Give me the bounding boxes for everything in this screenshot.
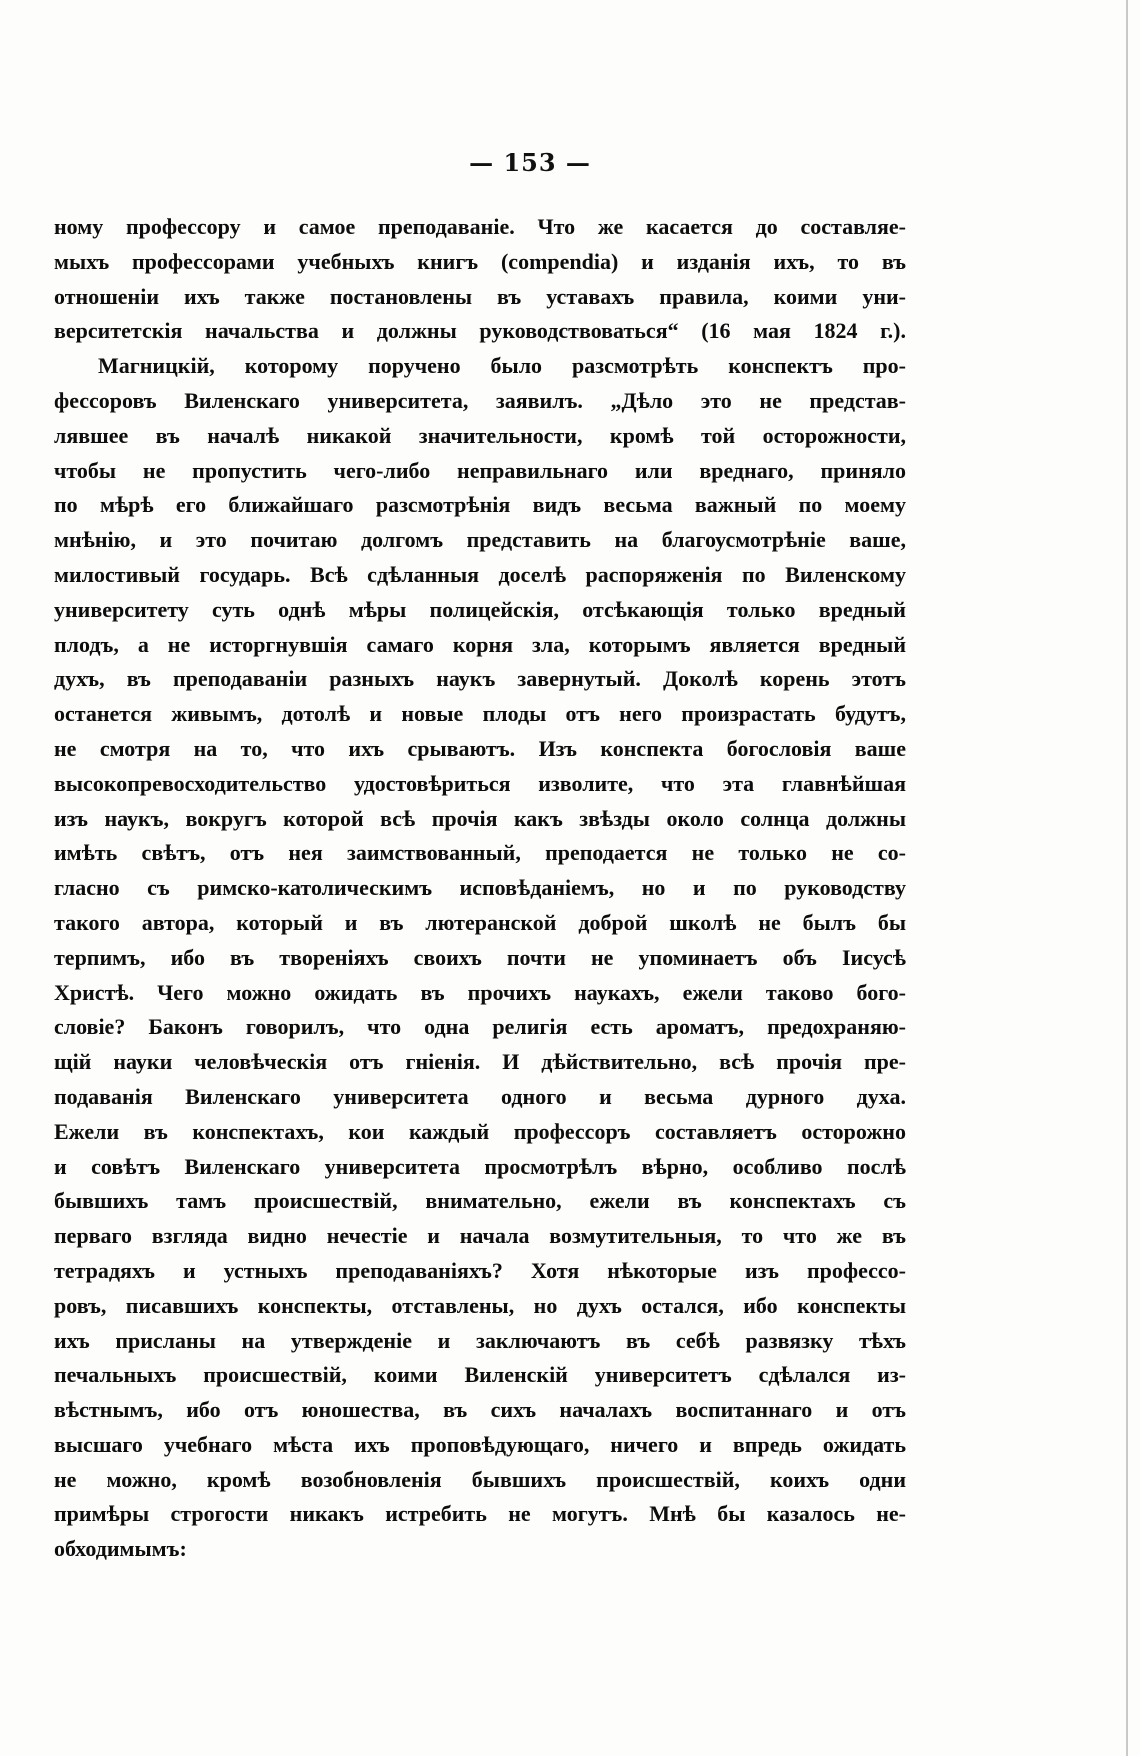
text-line-9: по мѣрѣ его ближайшаго разсмотрѣнія видъ весьма важный по моему	[54, 492, 906, 518]
text-line-26: подаванія Виленскаго университета одного и весьма дурного духа.	[54, 1083, 906, 1109]
text-line-28: и совѣтъ Виленскаго университета просмотрѣлъ вѣрно, особливо послѣ	[54, 1153, 906, 1179]
text-line-31: тетрадяхъ и устныхъ преподаваніяхъ? Хотя нѣкоторые изъ профессо-	[54, 1257, 906, 1283]
text-line-27: Ежели въ конспектахъ, кои каждый профессоръ составляетъ осторожно	[54, 1118, 906, 1144]
text-line-36: высшаго учебнаго мѣста ихъ проповѣдующаго, ничего и впредь ожидать	[54, 1431, 906, 1457]
text-line-10: мнѣнію, и это почитаю долгомъ представить на благоусмотрѣніе ваше,	[54, 527, 906, 553]
text-line-12: университету суть однѣ мѣры полицейскія, отсѣкающія только вредный	[54, 596, 906, 622]
text-line-15: останется живымъ, дотолѣ и новые плоды отъ него произрастать будутъ,	[54, 701, 906, 727]
page-edge-line	[1126, 0, 1128, 1756]
text-line-1: ному профессору и самое преподаваніе. Что же касается до составляе-	[54, 214, 906, 239]
text-line-29: бывшихъ тамъ происшествій, внимательно, ежели въ конспектахъ съ	[54, 1188, 906, 1214]
text-line-33: ихъ присланы на утвержденіе и заключаютъ въ себѣ развязку тѣхъ	[54, 1327, 906, 1353]
text-line-11: милостивый государь. Всѣ сдѣланныя доселѣ распоряженія по Виленскому	[54, 561, 906, 587]
text-line-24: словіе? Баконъ говорилъ, что одна религія есть ароматъ, предохраняю-	[54, 1014, 906, 1040]
text-line-7: лявшее въ началѣ никакой значительности, кромѣ той осторожности,	[54, 422, 906, 448]
text-line-39: обходимымъ:	[54, 1536, 187, 1562]
text-line-21: такого автора, который и въ лютеранской доброй школѣ не былъ бы	[54, 909, 906, 935]
text-line-32: ровъ, писавшихъ конспекты, отставлены, но духъ остался, ибо конспекты	[54, 1292, 906, 1318]
text-line-37: не можно, кромѣ возобновленія бывшихъ происшествій, коихъ одни	[54, 1466, 906, 1492]
text-line-17: высокопревосходительство удостовѣриться изволите, что эта главнѣйшая	[54, 770, 906, 796]
text-line-3: отношеніи ихъ также постановлены въ уставахъ правила, коими уни-	[54, 283, 906, 309]
text-line-16: не смотря на то, что ихъ срываютъ. Изъ конспекта богословія ваше	[54, 735, 906, 761]
text-line-5: Магницкій, которому поручено было разсмотрѣть конспектъ про-	[98, 353, 906, 379]
text-line-25: щій науки человѣческія отъ гніенія. И дѣйствительно, всѣ прочія пре-	[54, 1049, 906, 1075]
text-line-8: чтобы не пропустить чего-либо неправильнаго или вреднаго, приняло	[54, 457, 906, 483]
text-line-13: плодъ, а не исторгнувшія самаго корня зла, которымъ является вредный	[54, 631, 906, 657]
text-line-22: терпимъ, ибо въ твореніяхъ своихъ почти не упоминаетъ объ Іисусѣ	[54, 944, 906, 970]
text-line-38: примѣры строгости никакъ истребить не могутъ. Мнѣ бы казалось не-	[54, 1501, 906, 1527]
text-line-20: гласно съ римско-католическимъ исповѣданіемъ, но и по руководству	[54, 875, 906, 901]
page-number: — 153 —	[469, 148, 591, 177]
body-text	[54, 210, 906, 1567]
text-line-18: изъ наукъ, вокругъ которой всѣ прочія какъ звѣзды около солнца должны	[54, 805, 906, 831]
text-line-34: печальныхъ происшествій, коими Виленскій университетъ сдѣлался из-	[54, 1362, 906, 1388]
text-line-6: фессоровъ Виленскаго университета, заявилъ. „Дѣло это не представ-	[54, 387, 906, 413]
text-line-19: имѣть свѣтъ, отъ нея заимствованный, преподается не только не со-	[54, 840, 906, 866]
text-line-14: духъ, въ преподаваніи разныхъ наукъ завернутый. Доколѣ корень этотъ	[54, 666, 906, 692]
text-line-30: перваго взгляда видно нечестіе и начала возмутительныя, то что же въ	[54, 1223, 906, 1249]
text-line-35: вѣстнымъ, ибо отъ юношества, въ сихъ началахъ воспитаннаго и отъ	[54, 1397, 906, 1423]
text-line-2: мыхъ профессорами учебныхъ книгъ (compendia) и изданія ихъ, то въ	[54, 248, 906, 274]
text-line-4: верситетскія начальства и должны руководствоваться“ (16 мая 1824 г.).	[54, 318, 906, 344]
text-line-23: Христѣ. Чего можно ожидать въ прочихъ наукахъ, ежели таково бого-	[54, 979, 906, 1005]
